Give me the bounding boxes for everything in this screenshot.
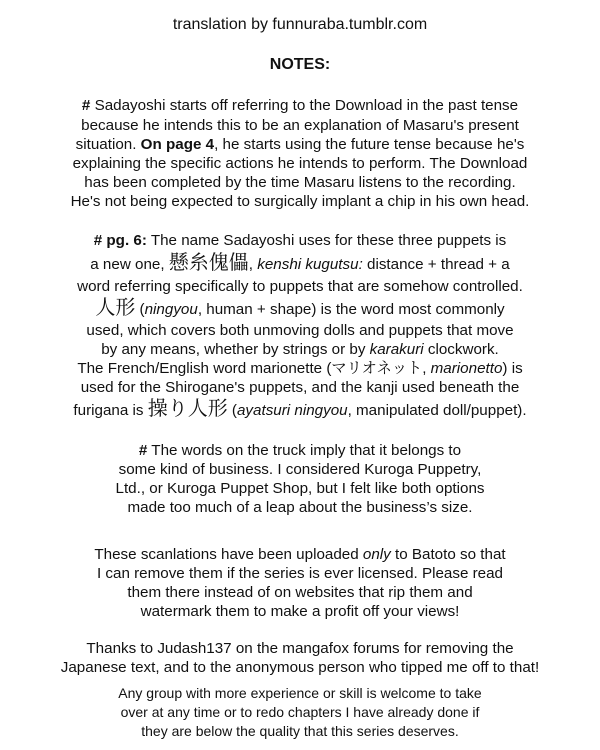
note-line: Ltd., or Kuroga Puppet Shop, but I felt like both options — [115, 480, 485, 497]
note-line: The French/English word marionette (マリオネット, marionetto) is — [77, 360, 523, 377]
note-line: explaining the specific actions he intends to perform. The Download — [72, 155, 528, 172]
note-line: by any means, whether by strings or by karakuri clockwork. — [101, 341, 499, 358]
note-mark: # — [81, 97, 91, 114]
note-line: has been completed by the time Masaru listens to the recording. — [84, 174, 516, 191]
note-line: situation. On page 4, he starts using the future tense because he's — [75, 136, 525, 153]
notice-line: I can remove them if the series is ever licensed. Please read — [96, 565, 504, 582]
invite-line: Any group with more experience or skill is welcome to take — [118, 685, 482, 701]
note-line: used for the Shirogane's puppets, and the kanji used beneath the — [80, 379, 520, 396]
note-line: He's not being expected to surgically implant a chip in his own head. — [70, 193, 530, 210]
note-line: a new one, 懸糸傀儡, kenshi kugutsu: distance + thread + a — [90, 252, 510, 274]
note-line: word referring specifically to puppets that are somehow controlled. — [77, 278, 523, 295]
note-line: some kind of business. I considered Kuroga Puppetry, — [118, 461, 482, 478]
note-line: # The words on the truck imply that it belongs to — [138, 442, 462, 459]
notice-line: them there instead of on websites that rip them and — [127, 584, 473, 601]
kanji-term: 操り人形 — [147, 398, 228, 420]
note-line: # pg. 6: The name Sadayoshi uses for these three puppets is — [93, 232, 507, 249]
kanji-term: 懸糸傀儡 — [168, 252, 249, 274]
note-line: because he intends this to be an explanation of Masaru's present — [81, 117, 519, 134]
invite-line: they are below the quality that this series deserves. — [141, 723, 459, 739]
note-line: # Sadayoshi starts off referring to the Download in the past tense — [81, 97, 519, 114]
notice-line: watermark them to make a profit off your views! — [140, 603, 460, 620]
kanji-term: 人形 — [95, 297, 136, 319]
invite-line: over at any time or to redo chapters I have already done if — [120, 704, 480, 720]
note-line: furigana is 操り人形 (ayatsuri ningyou, manipulated doll/puppet). — [73, 398, 527, 420]
note-line: used, which covers both unmoving dolls and puppets that move — [86, 322, 514, 339]
note-line: made too much of a leap about the business’s size. — [127, 499, 473, 516]
thanks-line: Japanese text, and to the anonymous person who tipped me off to that! — [60, 659, 540, 676]
note-mark: # pg. 6: — [93, 232, 147, 249]
note-line: 人形 (ningyou, human + shape) is the word most commonly — [95, 297, 505, 319]
note-mark: # — [138, 442, 148, 459]
notice-line: These scanlations have been uploaded only to Batoto so that — [94, 546, 506, 563]
translator-credit: translation by funnuraba.tumblr.com — [172, 16, 428, 33]
thanks-line: Thanks to Judash137 on the mangafox forums for removing the — [86, 640, 514, 657]
notes-heading: NOTES: — [269, 56, 331, 73]
page-reference: On page 4 — [140, 136, 215, 153]
